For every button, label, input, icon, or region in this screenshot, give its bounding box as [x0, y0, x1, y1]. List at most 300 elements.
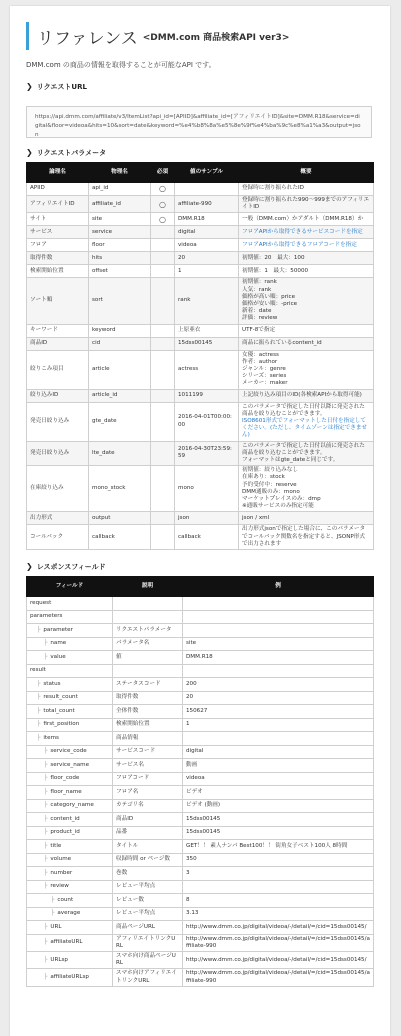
request-params-table: [26, 162, 374, 550]
fields-cell-field: [27, 786, 113, 800]
params-row: [27, 213, 374, 226]
tree-branch-icon: ├: [44, 653, 48, 660]
field-name: floor_code: [50, 775, 80, 782]
params-header-cell: 値のサンプル: [175, 163, 239, 183]
fields-row: [27, 786, 374, 800]
summary-line: 登録時に割り振られた990〜999までのアフィリエイトID: [242, 197, 370, 211]
tree-branch-icon: ├: [37, 734, 41, 741]
params-cell-sample: 2016-04-01T00:00:00: [175, 402, 239, 441]
fields-cell-example: ビデオ (動画): [183, 799, 374, 813]
field-name: parameters: [30, 613, 63, 620]
fields-cell-field: [27, 969, 113, 986]
fields-cell-field: [27, 732, 113, 746]
fields-cell-desc: アフィリエイトリンクURL: [113, 934, 183, 951]
params-cell-physical: api_id: [89, 183, 151, 196]
params-header-cell: 論理名: [27, 163, 89, 183]
params-cell-sample: DMM.R18: [175, 213, 239, 226]
params-cell-sample: 20: [175, 252, 239, 265]
params-cell-sample: digital: [175, 226, 239, 239]
fields-row: [27, 718, 374, 732]
fields-cell-field: [27, 745, 113, 759]
section-heading-response-fields: [26, 562, 106, 572]
response-fields-header: [27, 577, 374, 597]
summary-line: このパラメータで指定した日付以降に発売された商品を絞り込むことができます。: [242, 403, 365, 417]
params-cell-summary: [239, 265, 374, 278]
params-row: [27, 265, 374, 278]
fields-cell-desc: スマホ向け商品ページURL: [113, 951, 183, 968]
page-title: [26, 22, 289, 50]
params-cell-summary: [239, 196, 374, 213]
params-cell-logical: 在庫絞り込み: [27, 466, 89, 512]
fields-cell-example: digital: [183, 745, 374, 759]
params-cell-summary: [239, 324, 374, 337]
fields-cell-example: DMM.R18: [183, 651, 374, 665]
fields-cell-example: 8: [183, 894, 374, 908]
tree-branch-icon: ├: [44, 883, 48, 890]
fields-cell-example: [183, 624, 374, 638]
summary-line: json / xml: [242, 514, 270, 521]
summary-line: フロアAPIから取得できるフロアコードを指定: [242, 241, 357, 248]
field-name: request: [30, 599, 52, 606]
params-cell-physical: site: [89, 213, 151, 226]
params-row: [27, 337, 374, 350]
response-fields-body: [27, 597, 374, 987]
field-name: number: [50, 869, 73, 876]
params-cell-summary: [239, 226, 374, 239]
summary-line: 人気：rank: [242, 286, 272, 293]
fields-cell-example: ビデオ: [183, 786, 374, 800]
params-cell-sample: 1011199: [175, 389, 239, 402]
field-name: product_id: [50, 829, 80, 836]
section-heading-request-url: [26, 82, 87, 92]
summary-line: 作者：author: [242, 358, 278, 365]
summary-line: DMM通販のみ：mono: [242, 488, 300, 495]
fields-row: [27, 745, 374, 759]
fields-cell-desc: フロア名: [113, 786, 183, 800]
params-row: [27, 278, 374, 324]
params-cell-physical: mono_stock: [89, 466, 151, 512]
params-cell-physical: article: [89, 350, 151, 389]
fields-cell-field: [27, 813, 113, 827]
fields-cell-example: 15dss00145: [183, 826, 374, 840]
params-cell-summary: [239, 337, 374, 350]
fields-row: [27, 894, 374, 908]
summary-line: 在庫あり：stock: [242, 474, 285, 481]
params-cell-summary: [239, 441, 374, 466]
fields-cell-example: http://www.dmm.co.jp/digital/videoa/-/detail/=/cid=15dss00145/affiliate-990: [183, 969, 374, 986]
params-cell-logical: 発売日絞り込み: [27, 441, 89, 466]
fields-row: [27, 799, 374, 813]
params-cell-physical: output: [89, 512, 151, 525]
params-cell-physical: affiliate_id: [89, 196, 151, 213]
tree-branch-icon: ├: [51, 896, 55, 903]
fields-cell-example: 350: [183, 853, 374, 867]
response-fields-table: [26, 576, 374, 987]
summary-line: ※通販サービスのみ指定可能: [242, 503, 314, 510]
params-cell-logical: 絞り込みID: [27, 389, 89, 402]
fields-cell-example: 15dss00145: [183, 813, 374, 827]
fields-cell-field: [27, 907, 113, 921]
request-params-body: [27, 183, 374, 550]
params-row: [27, 525, 374, 550]
fields-cell-field: [27, 691, 113, 705]
page-title-main: リファレンス: [37, 28, 138, 49]
summary-line: 出力形式jsonで指定した場合に、このパラメータでコールバック関数名を指定すると、JSONP形式で出力されます: [242, 526, 366, 547]
summary-line: このパラメータで指定した日付以前に発売された商品を絞り込むことができます。: [242, 442, 365, 456]
params-cell-summary: [239, 183, 374, 196]
fields-cell-field: [27, 610, 113, 624]
fields-row: [27, 969, 374, 986]
params-cell-required: ○: [151, 213, 175, 226]
summary-line: 価格が高い順：price: [242, 293, 296, 300]
params-cell-required: [151, 350, 175, 389]
tree-branch-icon: ├: [37, 694, 41, 701]
fields-cell-example: http://www.dmm.co.jp/digital/videoa/-/detail/=/cid=15dss00145/affiliate-990: [183, 934, 374, 951]
fields-cell-desc: [113, 610, 183, 624]
fields-cell-example: [183, 664, 374, 678]
field-name: count: [57, 896, 74, 903]
fields-cell-desc: 商品ID: [113, 813, 183, 827]
tree-branch-icon: ├: [44, 815, 48, 822]
fields-header-cell: 説明: [113, 577, 183, 597]
fields-cell-desc: レビュー平均点: [113, 880, 183, 894]
fields-cell-desc: 商品ページURL: [113, 921, 183, 935]
fields-cell-field: [27, 678, 113, 692]
section-heading-request-params: [26, 148, 106, 158]
tree-branch-icon: ├: [44, 869, 48, 876]
params-cell-sample: rank: [175, 278, 239, 324]
page-title-sub: <DMM.com 商品検索API ver3>: [142, 32, 290, 43]
tree-branch-icon: ├: [37, 680, 41, 687]
fields-row: [27, 759, 374, 773]
fields-cell-desc: 検索開始位置: [113, 718, 183, 732]
fields-cell-desc: リクエストパラメータ: [113, 624, 183, 638]
page-description: DMM.com の商品の情報を取得することが可能なAPI です。: [26, 61, 216, 69]
params-cell-summary: [239, 239, 374, 252]
fields-cell-example: 150627: [183, 705, 374, 719]
summary-line: 初期値：rank: [242, 279, 277, 286]
params-row: [27, 466, 374, 512]
params-row: [27, 239, 374, 252]
tree-branch-icon: ├: [44, 829, 48, 836]
params-cell-logical: サービス: [27, 226, 89, 239]
params-cell-summary: [239, 402, 374, 441]
summary-line: ISO8601形式でフォーマットした日付を指定してください。(ただし、タイムゾーンは指定できません): [242, 418, 368, 439]
tree-branch-icon: ├: [44, 842, 48, 849]
params-cell-logical: フロア: [27, 239, 89, 252]
fields-cell-example: [183, 732, 374, 746]
field-name: affiliateURL: [50, 939, 83, 946]
fields-cell-field: [27, 799, 113, 813]
field-name: result: [30, 667, 46, 674]
summary-line: 登録時に割り振られたID: [242, 185, 304, 192]
section-heading-label: リクエストパラメータ: [36, 149, 107, 157]
fields-cell-desc: 商品情報: [113, 732, 183, 746]
summary-line: シリーズ：series: [242, 373, 287, 380]
section-heading-label: リクエストURL: [36, 83, 87, 91]
fields-row: [27, 691, 374, 705]
params-row: [27, 252, 374, 265]
fields-cell-desc: サービスコード: [113, 745, 183, 759]
field-name: URLsp: [50, 956, 68, 963]
fields-cell-example: 3.13: [183, 907, 374, 921]
fields-row: [27, 610, 374, 624]
params-cell-required: [151, 278, 175, 324]
params-cell-summary: [239, 512, 374, 525]
tree-branch-icon: ├: [37, 626, 41, 633]
params-cell-sample: [175, 183, 239, 196]
request-url-box: https://api.dmm.com/affiliate/v3/ItemList?api_id=[APIID]&affiliate_id=[アフィリエイトID]&site=DMM.R18&service=digital&floor=videoa&hits=10&sort=date&keyword=%e4%b8%8a%e5%8e%9f%e4%ba%9c%e8%a1%a3&output=json: [26, 106, 372, 138]
fields-cell-field: [27, 718, 113, 732]
params-cell-summary: [239, 213, 374, 226]
fields-cell-example: 20: [183, 691, 374, 705]
params-cell-sample: 1: [175, 265, 239, 278]
fields-row: [27, 813, 374, 827]
params-cell-required: [151, 441, 175, 466]
params-row: [27, 389, 374, 402]
fields-cell-example: 1: [183, 718, 374, 732]
params-cell-summary: [239, 252, 374, 265]
params-cell-required: [151, 466, 175, 512]
params-cell-logical: 商品ID: [27, 337, 89, 350]
params-cell-sample: 15dss00145: [175, 337, 239, 350]
params-cell-logical: 取得件数: [27, 252, 89, 265]
params-row: [27, 350, 374, 389]
fields-cell-field: [27, 921, 113, 935]
params-cell-required: [151, 525, 175, 550]
fields-cell-example: videoa: [183, 772, 374, 786]
fields-cell-desc: [113, 597, 183, 611]
tree-branch-icon: ├: [37, 721, 41, 728]
field-name: name: [50, 640, 67, 647]
fields-row: [27, 880, 374, 894]
params-cell-logical: 絞りこみ項目: [27, 350, 89, 389]
fields-cell-field: [27, 772, 113, 786]
fields-cell-example: site: [183, 637, 374, 651]
summary-line: 商品に振られているcontent_id: [242, 340, 322, 347]
fields-row: [27, 637, 374, 651]
params-cell-logical: 出力形式: [27, 512, 89, 525]
fields-row: [27, 772, 374, 786]
summary-line: 初期値：1 最大：50000: [242, 267, 309, 274]
params-cell-physical: article_id: [89, 389, 151, 402]
fields-header-cell: 例: [183, 577, 374, 597]
tree-branch-icon: ├: [44, 802, 48, 809]
fields-cell-desc: ステータスコード: [113, 678, 183, 692]
params-cell-sample: affiliate-990: [175, 196, 239, 213]
field-name: average: [57, 910, 81, 917]
summary-line: 女優：actress: [242, 351, 279, 358]
field-name: value: [50, 653, 66, 660]
tree-branch-icon: ├: [44, 973, 48, 980]
params-cell-sample: 上原亜衣: [175, 324, 239, 337]
fields-cell-field: [27, 840, 113, 854]
tree-branch-icon: ├: [44, 748, 48, 755]
fields-cell-desc: フロアコード: [113, 772, 183, 786]
fields-cell-field: [27, 853, 113, 867]
params-cell-logical: APIID: [27, 183, 89, 196]
params-row: [27, 441, 374, 466]
fields-row: [27, 732, 374, 746]
params-header-cell: 概要: [239, 163, 374, 183]
params-cell-physical: hits: [89, 252, 151, 265]
field-name: total_count: [43, 707, 75, 714]
chevron-right-icon: ❯: [26, 82, 33, 91]
fields-cell-field: [27, 759, 113, 773]
chevron-right-icon: ❯: [26, 148, 33, 157]
params-cell-physical: service: [89, 226, 151, 239]
summary-line: ジャンル：genre: [242, 366, 286, 373]
params-cell-required: [151, 239, 175, 252]
fields-cell-field: [27, 664, 113, 678]
field-name: status: [43, 680, 61, 687]
params-cell-physical: cid: [89, 337, 151, 350]
fields-cell-desc: 巻数: [113, 867, 183, 881]
fields-row: [27, 921, 374, 935]
params-cell-required: [151, 324, 175, 337]
params-cell-required: [151, 389, 175, 402]
request-params-header: [27, 163, 374, 183]
fields-cell-example: 200: [183, 678, 374, 692]
fields-cell-example: [183, 880, 374, 894]
fields-cell-desc: 収録時間 or ページ数: [113, 853, 183, 867]
fields-row: [27, 840, 374, 854]
fields-row: [27, 867, 374, 881]
params-cell-summary: [239, 466, 374, 512]
fields-cell-field: [27, 826, 113, 840]
params-row: [27, 183, 374, 196]
fields-cell-field: [27, 597, 113, 611]
page: [10, 6, 390, 1036]
summary-line: 初期値：20 最大：100: [242, 254, 305, 261]
summary-line: 新着：date: [242, 308, 272, 315]
fields-cell-example: http://www.dmm.co.jp/digital/videoa/-/detail/=/cid=15dss00145/: [183, 951, 374, 968]
summary-line: 上記絞り込み項目のID(各検索APIから取得可能): [242, 392, 362, 399]
params-cell-summary: [239, 389, 374, 402]
summary-line: 初期値：絞り込みなし: [242, 467, 298, 474]
fields-header-cell: フィールド: [27, 577, 113, 597]
summary-line: 価格が安い順：-price: [242, 301, 298, 308]
params-cell-required: [151, 402, 175, 441]
fields-cell-field: [27, 951, 113, 968]
fields-cell-desc: レビュー数: [113, 894, 183, 908]
fields-cell-field: [27, 934, 113, 951]
params-cell-summary: [239, 350, 374, 389]
fields-row: [27, 651, 374, 665]
fields-cell-field: [27, 624, 113, 638]
fields-cell-field: [27, 867, 113, 881]
fields-cell-desc: 品番: [113, 826, 183, 840]
fields-cell-desc: 値: [113, 651, 183, 665]
field-name: category_name: [50, 802, 94, 809]
fields-cell-example: http://www.dmm.co.jp/digital/videoa/-/detail/=/cid=15dss00145/: [183, 921, 374, 935]
params-cell-physical: gte_date: [89, 402, 151, 441]
params-row: [27, 402, 374, 441]
summary-line: マーケットプレイスのみ：dmp: [242, 496, 321, 503]
fields-row: [27, 678, 374, 692]
fields-cell-desc: レビュー平均点: [113, 907, 183, 921]
fields-cell-desc: 全体件数: [113, 705, 183, 719]
params-cell-sample: videoa: [175, 239, 239, 252]
params-cell-sample: callback: [175, 525, 239, 550]
fields-row: [27, 664, 374, 678]
fields-row: [27, 826, 374, 840]
params-cell-required: [151, 512, 175, 525]
fields-row: [27, 853, 374, 867]
summary-line: 一般（DMM.com）かアダルト（DMM.R18）か: [242, 215, 364, 222]
params-cell-physical: floor: [89, 239, 151, 252]
fields-row: [27, 934, 374, 951]
fields-row: [27, 951, 374, 968]
tree-branch-icon: ├: [44, 788, 48, 795]
field-name: first_position: [43, 721, 80, 728]
tree-branch-icon: ├: [44, 856, 48, 863]
tree-branch-icon: ├: [44, 956, 48, 963]
params-cell-logical: 発売日絞り込み: [27, 402, 89, 441]
tree-branch-icon: ├: [44, 640, 48, 647]
params-row: [27, 226, 374, 239]
fields-cell-example: [183, 597, 374, 611]
field-name: review: [50, 883, 69, 890]
params-cell-summary: [239, 525, 374, 550]
tree-branch-icon: ├: [37, 707, 41, 714]
params-row: [27, 512, 374, 525]
summary-line: フォーマットはgte_dateと同じです。: [242, 457, 339, 464]
params-cell-logical: サイト: [27, 213, 89, 226]
params-cell-required: [151, 337, 175, 350]
params-header-cell: 物理名: [89, 163, 151, 183]
field-name: service_code: [50, 748, 87, 755]
fields-cell-desc: 取得件数: [113, 691, 183, 705]
fields-cell-desc: スマホ向けアフィリエイトリンクURL: [113, 969, 183, 986]
fields-cell-desc: パラメータ名: [113, 637, 183, 651]
chevron-right-icon: ❯: [26, 562, 33, 571]
tree-branch-icon: ├: [44, 923, 48, 930]
params-cell-logical: ソート順: [27, 278, 89, 324]
params-cell-required: [151, 252, 175, 265]
section-heading-label: レスポンスフィールド: [36, 563, 106, 571]
field-name: floor_name: [50, 788, 82, 795]
params-cell-physical: keyword: [89, 324, 151, 337]
fields-cell-desc: カテゴリ名: [113, 799, 183, 813]
field-name: service_name: [50, 761, 90, 768]
summary-line: 予約受付中：reserve: [242, 481, 297, 488]
fields-row: [27, 907, 374, 921]
params-cell-sample: mono: [175, 466, 239, 512]
field-name: content_id: [50, 815, 80, 822]
fields-row: [27, 597, 374, 611]
fields-row: [27, 624, 374, 638]
params-row: [27, 324, 374, 337]
params-cell-physical: offset: [89, 265, 151, 278]
fields-cell-field: [27, 651, 113, 665]
tree-branch-icon: ├: [51, 910, 55, 917]
fields-cell-field: [27, 637, 113, 651]
field-name: volume: [50, 856, 72, 863]
fields-cell-field: [27, 880, 113, 894]
summary-line: フロアAPIから取得できるサービスコードを指定: [242, 228, 363, 235]
fields-cell-desc: タイトル: [113, 840, 183, 854]
params-cell-logical: 検索開始位置: [27, 265, 89, 278]
summary-line: UTF-8で指定: [242, 327, 276, 334]
fields-cell-example: 3: [183, 867, 374, 881]
params-cell-required: ○: [151, 196, 175, 213]
fields-cell-example: GET！！ 素人ナンパ Best100！！ 街角女子ベスト100人 8時間: [183, 840, 374, 854]
field-name: result_count: [43, 694, 78, 701]
summary-line: 評価：review: [242, 315, 278, 322]
params-row: [27, 196, 374, 213]
fields-cell-example: 動画: [183, 759, 374, 773]
